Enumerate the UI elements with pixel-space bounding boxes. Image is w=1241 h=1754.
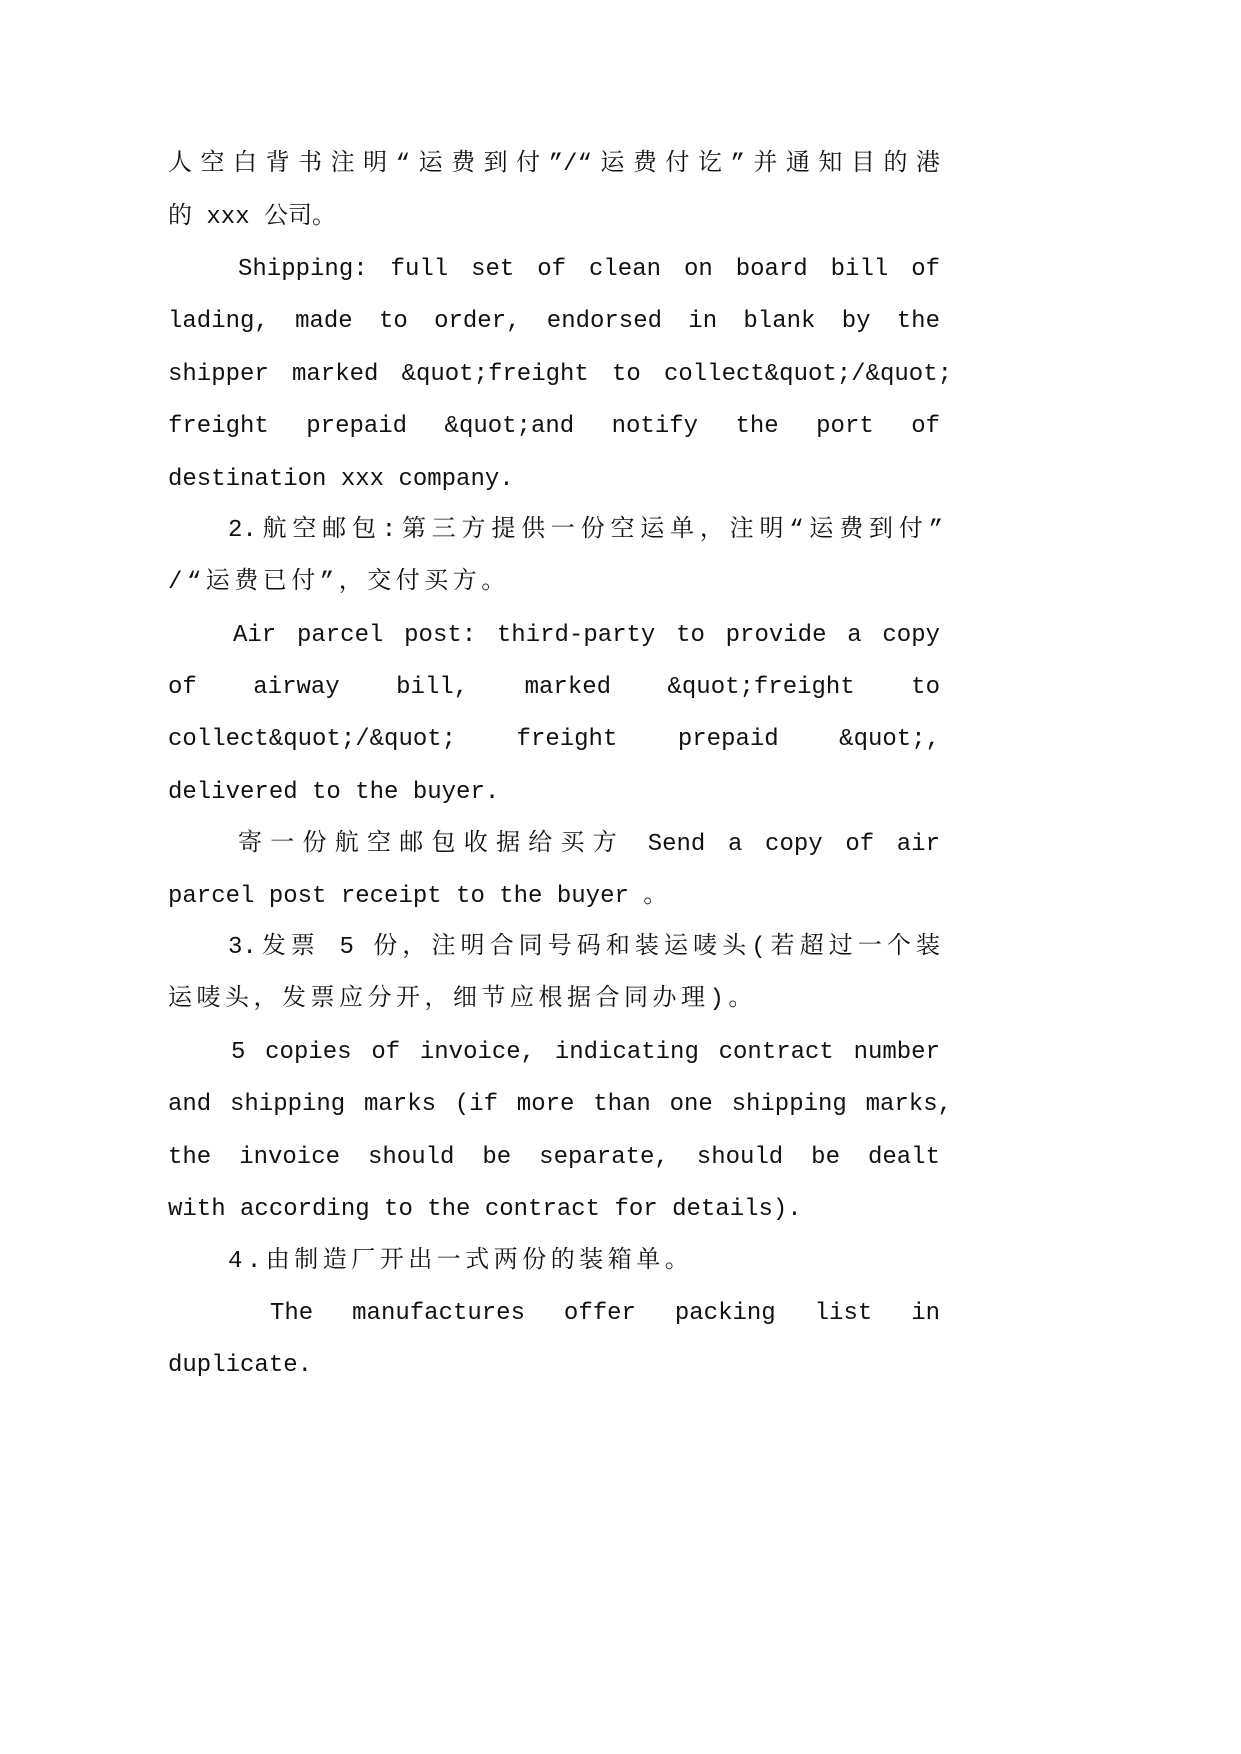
text-line: collect&quot;/&quot; freight prepaid &quot;, <box>168 726 940 753</box>
text-line: 5 copies of invoice, indicating contract number <box>231 1039 940 1066</box>
text-line: 人空白背书注明“运费到付”/“运费付讫”并通知目的港 <box>168 151 940 178</box>
text-line: shipper marked &quot;freight to collect&quot;/&quot; <box>168 361 952 388</box>
text-line: Shipping: full set of clean on board bill of <box>238 256 940 283</box>
text-line: /“运费已付”，交付买方。 <box>168 569 510 596</box>
text-line: duplicate. <box>168 1352 313 1379</box>
text-line: 2.航空邮包:第三方提供一份空运单，注明“运费到付” <box>228 517 943 544</box>
text-line: delivered to the buyer. <box>168 779 500 806</box>
text-line: freight prepaid &quot;and notify the port of <box>168 413 940 440</box>
text-line: 的 xxx 公司。 <box>168 204 337 231</box>
text-line: 运唛头，发票应分开，细节应根据合同办理)。 <box>168 986 757 1013</box>
text-line: The manufactures offer packing list in <box>270 1300 940 1327</box>
text-line: parcel post receipt to the buyer 。 <box>168 883 668 910</box>
text-line: destination xxx company. <box>168 466 514 493</box>
text-line: lading, made to order, endorsed in blank by the <box>168 308 940 335</box>
text-line: Air parcel post: third-party to provide a copy <box>233 622 940 649</box>
text-line: with according to the contract for details). <box>168 1196 802 1223</box>
text-line: and shipping marks (if more than one shipping marks, <box>168 1091 952 1118</box>
text-line: the invoice should be separate, should be dealt <box>168 1144 940 1171</box>
text-line: 3.发票 5 份，注明合同号码和装运唛头(若超过一个装 <box>228 934 940 961</box>
text-line: of airway bill, marked &quot;freight to <box>168 674 940 701</box>
text-line: 4.由制造厂开出一式两份的装箱单。 <box>228 1248 694 1275</box>
text-line: 寄一份航空邮包收据给买方 Send a copy of air <box>238 831 940 858</box>
